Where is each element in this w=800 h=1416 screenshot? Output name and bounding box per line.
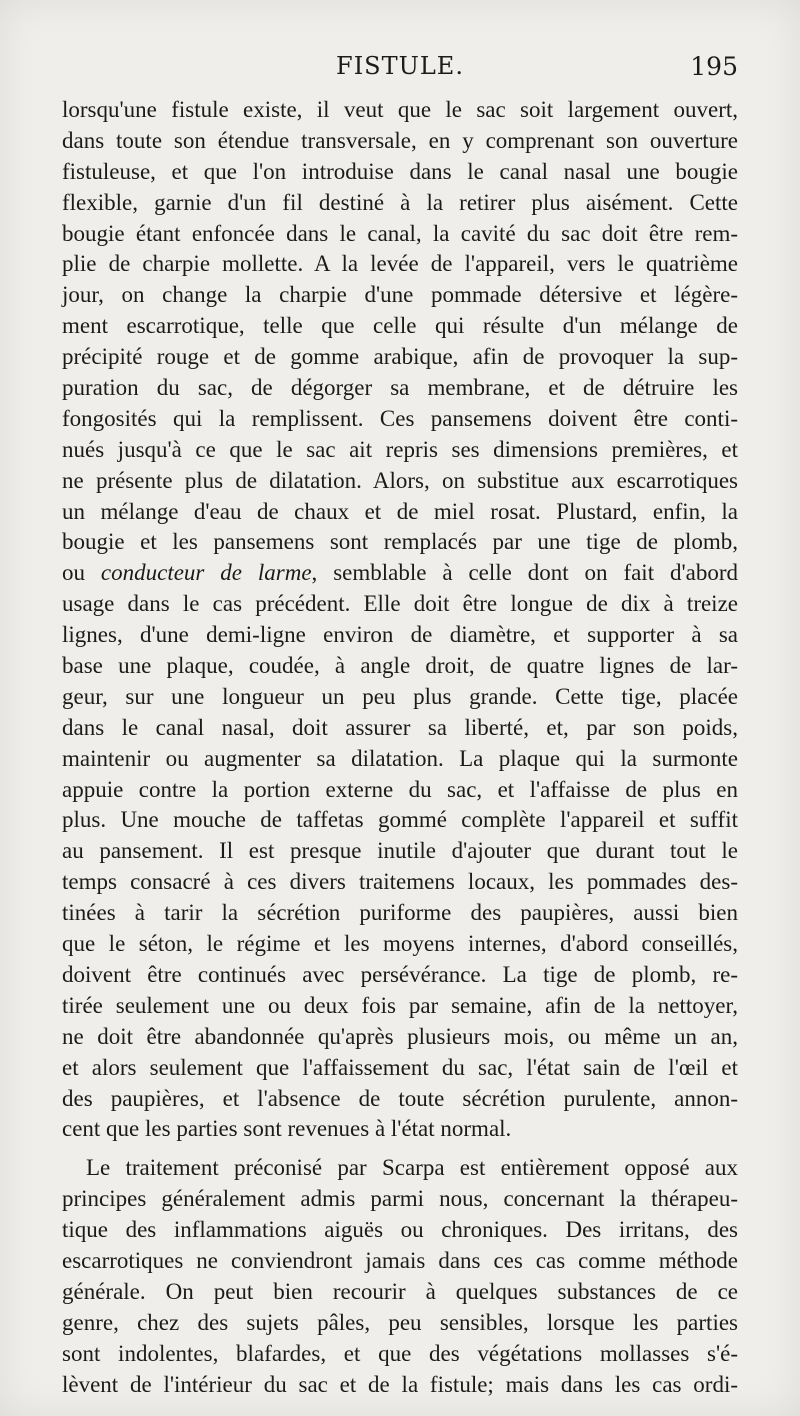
text-line: bougie étant enfoncée dans le canal, la cavité du sac doit être rem- [62,220,738,246]
text-line: cent que les parties sont revenues à l'état normal. [62,1116,512,1142]
text-line: nués jusqu'à ce que le sac ait repris ses dimensions premières, et [62,436,738,462]
text-line: que le séton, le régime et les moyens internes, d'abord conseillés, [62,931,738,957]
text-line: doivent être continués avec persévérance. La tige de plomb, re- [62,961,738,987]
text-line: dans toute son étendue transversale, en y comprenant son ouverture [62,127,738,153]
text-line: générale. On peut bien recourir à quelques substances de ce [62,1278,738,1304]
text-line: au pansement. Il est presque inutile d'ajouter que durant tout le [62,838,738,864]
text-line: ment escarrotique, telle que celle qui résulte d'un mélange de [62,313,738,339]
paragraph [62,95,738,1145]
text-line: ne doit être abandonnée qu'après plusieurs mois, ou même un an, [62,1023,738,1049]
text-line: principes généralement admis parmi nous, concernant la thérapeu- [62,1186,738,1212]
page-header [62,52,738,88]
text-line: ne présente plus de dilatation. Alors, on substitue aux escarrotiques [62,467,738,493]
text-line: fongosités qui la remplissent. Ces pansemens doivent être conti- [62,405,738,431]
text-line: des paupières, et l'absence de toute sécrétion purulente, annon- [62,1085,738,1111]
text-line: précipité rouge et de gomme arabique, afin de provoquer la sup- [62,344,738,370]
text-line: ou conducteur de larme, semblable à celle dont on fait d'abord [62,560,738,586]
text-line: tinées à tarir la sécrétion puriforme des paupières, aussi bien [62,900,738,926]
text-line: maintenir ou augmenter sa dilatation. La plaque qui la surmonte [62,745,738,771]
text-line: lorsqu'une fistule existe, il veut que le sac soit largement ouvert, [62,97,738,122]
text-line: appuie contre la portion externe du sac, et l'affaisse de plus en [62,776,738,802]
text-line: usage dans le cas précédent. Elle doit être longue de dix à treize [62,591,738,617]
text-line: jour, on change la charpie d'une pommade détersive et légère- [62,282,738,308]
page-number: 195 [690,52,738,81]
text-line: Le traitement préconisé par Scarpa est entièrement opposé aux [86,1155,738,1181]
running-title: FISTULE. [336,52,464,80]
text-line: escarrotiques ne conviendront jamais dans ces cas comme méthode [62,1247,738,1273]
page-body [62,95,738,1400]
text-line: tique des inflammations aiguës ou chroniques. Des irritans, des [62,1217,738,1243]
text-line: dans le canal nasal, doit assurer sa liberté, et, par son poids, [62,714,738,740]
text-line: un mélange d'eau de chaux et de miel rosat. Plustard, enfin, la [62,498,738,524]
text-line: flexible, garnie d'un fil destiné à la retirer plus aisément. Cette [62,189,738,215]
text-line: tirée seulement une ou deux fois par semaine, afin de la nettoyer, [62,992,738,1018]
paragraph-gap [62,1145,738,1153]
text-line: plus. Une mouche de taffetas gommé complète l'appareil et suffit [62,807,738,833]
text-line: sont indolentes, blafardes, et que des végétations mollasses s'é- [62,1340,738,1366]
text-line: puration du sac, de dégorger sa membrane, et de détruire les [62,375,738,401]
paragraph [62,1153,738,1400]
text-line: et alors seulement que l'affaissement du sac, l'état sain de l'œil et [62,1054,738,1080]
text-line: temps consacré à ces divers traitemens locaux, les pommades des- [62,869,738,895]
text-line: genre, chez des sujets pâles, peu sensibles, lorsque les parties [62,1309,738,1335]
text-line: bougie et les pansemens sont remplacés par une tige de plomb, [62,529,738,555]
text-line: fistuleuse, et que l'on introduise dans le canal nasal une bougie [62,158,738,184]
text-line: base une plaque, coudée, à angle droit, de quatre lignes de lar- [62,653,738,679]
text-line: lignes, d'une demi-ligne environ de diamètre, et supporter à sa [62,622,738,648]
text-line: geur, sur une longueur un peu plus grande. Cette tige, placée [62,683,738,709]
text-line: lèvent de l'intérieur du sac et de la fistule; mais dans les cas ordi- [62,1371,738,1397]
text-line: plie de charpie mollette. A la levée de l'appareil, vers le quatrième [62,251,738,277]
